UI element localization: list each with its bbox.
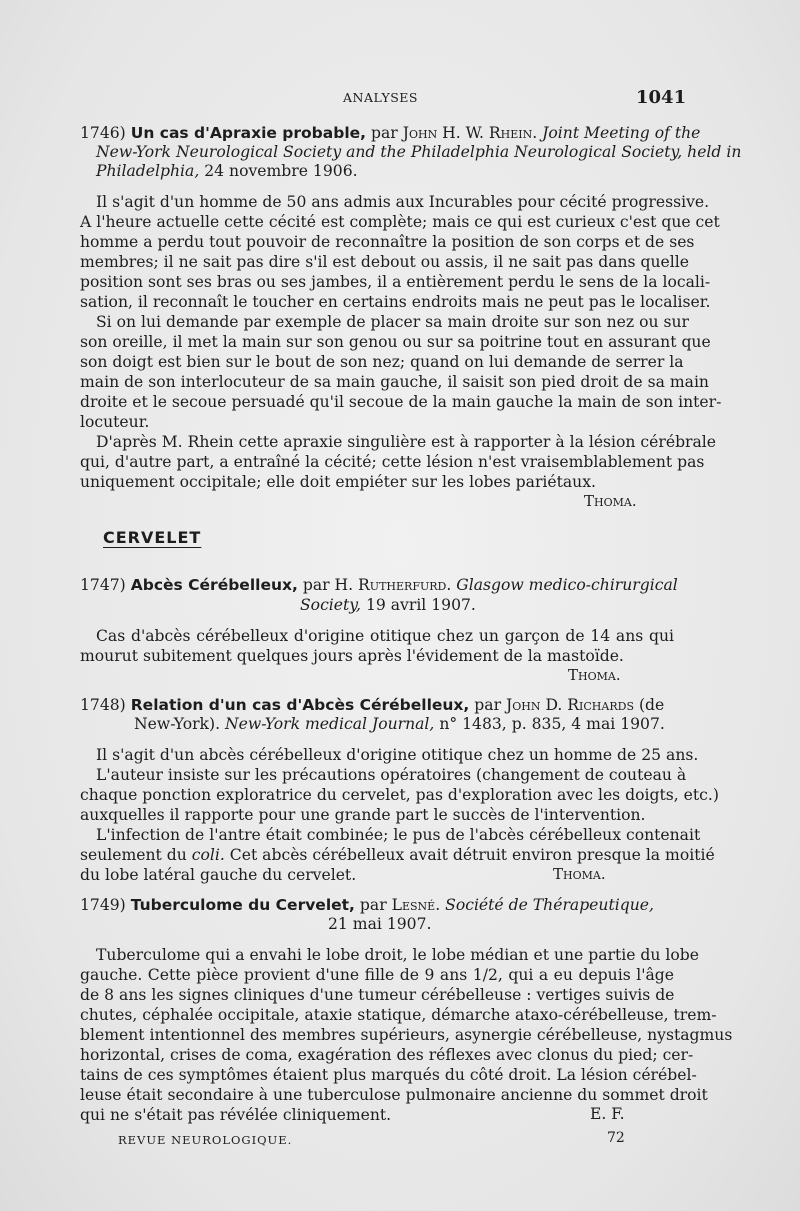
article-1746-heading: 1746) Un cas d'Apraxie probable, par John H. W. Rhein. Joint Meeting of the: [80, 124, 701, 142]
article-number: 1749): [80, 896, 126, 914]
article-author: Lesné.: [391, 896, 441, 914]
article-number: 1746): [80, 124, 126, 142]
paragraph-line: Il s'agit d'un homme de 50 ans admis aux Incurables pour cécité progressive.: [96, 193, 710, 211]
article-date: 19 avril 1907.: [365, 596, 476, 614]
paragraph-line: Tuberculome qui a envahi le lobe droit, le lobe médian et une partie du lobe: [96, 946, 699, 964]
paragraph-line: D'après M. Rhein cette apraxie singulière est à rapporter à la lésion cérébrale: [96, 433, 717, 451]
paragraph-line: tains de ces symptômes étaient plus marqués du côté droit. La lésion cérébel-: [80, 1066, 697, 1084]
journal-page: ANALYSES 1041 1746) Un cas d'Apraxie probable, par John H. W. Rhein. Joint Meeting of the New-York Neurological Society and the Philadelphia Neurological Society, held in Philadelphia, 24 novembre 1906. Il s'agit d'un homme de 50 ans admis aux Incurables pour cécité progressive. A l'heure actuelle cette cécité est complète; mais ce qui est curieux c'est que cet homme a perdu tout pouvoir de reconnaître la position de son corps et de ses membres; il ne sait pas dire s'il est debout ou assis, il ne sait pas dans quelle position sont ses bras ou ses jambes, il a entièrement perdu le sens de la locali- sation, il reconnaît le toucher en certains endroits mais ne peut pas le localiser. Si on lui demande par exemple de placer sa main droite sur son nez ou sur son oreille, il met la main sur son genou ou sur sa poitrine tout en assurant que son doigt est bien sur le bout de son nez; quand on lui demande de serrer la main de son interlocuteur de sa main gauche, il saisit son pied droit de sa main droite et le secoue persuadé qu'il secoue de la main gauche la main de son inter- locuteur. D'après M. Rhein cette apraxie singulière est à rapporter à la lésion cérébrale qui, d'autre part, a entraîné la cécité; cette lésion n'est vraisemblablement pas uniquement occipitale; elle doit empiéter sur les lobes pariétaux. Thoma. CERVELET 1747) Abcès Cérébelleux, par H. Rutherfurd. Glasgow medico-chirurgical Society, 19 avril 1907. Cas d'abcès cérébelleux d'origine otitique chez un garçon de 14 ans qui mourut subitement quelques jours après l'évidement de la mastoïde. Thoma. 1748) Relation d'un cas d'Abcès Cérébelleux, par John D. Richards (de New-York). New-York medical Journal, n° 1483, p. 835, 4 mai 1907. Il s'agit d'un abcès cérébelleux d'origine otitique chez un homme de 25 ans. L'auteur insiste sur les précautions opératoires (changement de couteau à chaque ponction exploratrice du cervelet, pas d'exploration avec les doigts, etc.) auxquelles il rapporte pour une grande part le succès de l'intervention. L'infection de l'antre était combinée; le pus de l'abcès cérébelleux contenait seulement du coli. Cet abcès cérébelleux avait détruit environ presque la moitié du lobe latéral gauche du cervelet. Thoma. 1749) Tuberculome du Cervelet, par Lesné. Société de Thérapeutique, 21 mai 1907. Tuberculome qui a envahi le lobe droit, le lobe médian et une partie du lobe gauche. Cette pièce provient d'une fille de 9 ans 1/2, qui a eu depuis l'âge de 8 ans les signes cliniques d'une tumeur cérébelleuse : vertiges suivis de chutes, céphalée occipitale, ataxie statique, démarche ataxo-cérébelleuse, trem- blement intentionnel des membres supérieurs, asynergie cérébelleuse, nystagmus horizontal, crises de coma, exagération des réflexes avec clonus du pied; cer- tains de ces symptômes étaient plus marqués du côté droit. La lésion cérébel- leuse était secondaire à une tuberculose pulmonaire ancienne du sommet droit qui ne s'était pas révélée cliniquement. E. F. REVUE NEUROLOGIQUE. 72: [0, 0, 800, 1211]
article-number: 1748): [80, 696, 126, 714]
article-source: Glasgow medico-chirurgical: [456, 576, 678, 594]
signature: Thoma.: [584, 492, 637, 510]
page-number: 1041: [636, 87, 687, 108]
paragraph-line: de 8 ans les signes cliniques d'une tumeur cérébelleuse : vertiges suivis de: [80, 986, 675, 1004]
article-source: New-York medical Journal,: [225, 715, 435, 733]
article-date: 24 novembre 1906.: [204, 162, 358, 180]
article-date: 21 mai 1907.: [328, 915, 432, 933]
article-number: 1747): [80, 576, 126, 594]
paragraph-line: L'infection de l'antre était combinée; le pus de l'abcès cérébelleux contenait: [96, 826, 701, 844]
footer-journal: REVUE NEUROLOGIQUE.: [118, 1133, 293, 1147]
article-source: Société de Thérapeutique,: [445, 896, 654, 914]
section-title: CERVELET: [103, 528, 202, 547]
paragraph-line: L'auteur insiste sur les précautions opératoires (changement de couteau à: [96, 766, 687, 784]
signature: Thoma.: [553, 865, 606, 883]
paragraph-line: chaque ponction exploratrice du cervelet, pas d'exploration avec les doigts, etc.): [80, 786, 719, 804]
paragraph-line: leuse était secondaire à une tuberculose pulmonaire ancienne du sommet droit: [80, 1086, 708, 1104]
article-title: Relation d'un cas d'Abcès Cérébelleux,: [130, 696, 470, 714]
article-1749-heading: 1749) Tuberculome du Cervelet, par Lesné. Société de Thérapeutique,: [80, 896, 654, 914]
article-source: Joint Meeting of the: [542, 124, 701, 142]
paragraph-line: Cas d'abcès cérébelleux d'origine otitique chez un garçon de 14 ans qui: [96, 627, 674, 645]
signature: Thoma.: [568, 666, 621, 684]
paragraph-line: droite et le secoue persuadé qu'il secoue de la main gauche la main de son inter-: [80, 393, 722, 411]
article-title: Un cas d'Apraxie probable,: [130, 124, 367, 142]
paragraph-line: main de son interlocuteur de sa main gauche, il saisit son pied droit de sa main: [80, 373, 709, 391]
article-title: Abcès Cérébelleux,: [130, 576, 298, 594]
paragraph-line: son oreille, il met la main sur son genou ou sur sa poitrine tout en assurant que: [80, 333, 711, 351]
article-author: John H. W. Rhein.: [402, 124, 538, 142]
paragraph-line: locuteur.: [80, 413, 150, 431]
paragraph-line: uniquement occipitale; elle doit empiéter sur les lobes pariétaux.: [80, 473, 596, 491]
paragraph-line: Si on lui demande par exemple de placer sa main droite sur son nez ou sur: [96, 313, 689, 331]
paragraph-line: qui ne s'était pas révélée cliniquement.: [80, 1106, 392, 1124]
paragraph-line: qui, d'autre part, a entraîné la cécité; cette lésion n'est vraisemblablement pas: [80, 453, 705, 471]
article-date: n° 1483, p. 835, 4 mai 1907.: [439, 715, 665, 733]
paragraph-line: position sont ses bras ou ses jambes, il a entièrement perdu le sens de la locali-: [80, 273, 711, 291]
article-author: John D. Richards: [506, 696, 634, 714]
running-header: ANALYSES: [343, 90, 418, 105]
paragraph-line: Il s'agit d'un abcès cérébelleux d'origine otitique chez un homme de 25 ans.: [96, 746, 699, 764]
paragraph-line: A l'heure actuelle cette cécité est complète; mais ce qui est curieux c'est que cet: [80, 213, 720, 231]
article-1748-heading: 1748) Relation d'un cas d'Abcès Cérébelleux, par John D. Richards (de: [80, 696, 665, 714]
signature: E. F.: [590, 1105, 625, 1123]
paragraph-line: blement intentionnel des membres supérieurs, asynergie cérébelleuse, nystagmus: [80, 1026, 733, 1044]
sheet-number: 72: [607, 1130, 625, 1146]
paragraph-line: horizontal, crises de coma, exagération des réflexes avec clonus du pied; cer-: [80, 1046, 694, 1064]
article-author: H. Rutherfurd.: [334, 576, 452, 594]
paragraph-line: son doigt est bien sur le bout de son nez; quand on lui demande de serrer la: [80, 353, 684, 371]
paragraph-line: seulement du coli. Cet abcès cérébelleux avait détruit environ presque la moitié: [80, 846, 715, 864]
paragraph-line: chutes, céphalée occipitale, ataxie statique, démarche ataxo-cérébelleuse, trem-: [80, 1006, 717, 1024]
article-title: Tuberculome du Cervelet,: [130, 896, 355, 914]
paragraph-line: homme a perdu tout pouvoir de reconnaître la position de son corps et de ses: [80, 233, 695, 251]
paragraph-line: mourut subitement quelques jours après l'évidement de la mastoïde.: [80, 647, 624, 665]
paragraph-line: du lobe latéral gauche du cervelet.: [80, 866, 357, 884]
paragraph-line: membres; il ne sait pas dire s'il est debout ou assis, il ne sait pas dans quelle: [80, 253, 689, 271]
article-1747-heading: 1747) Abcès Cérébelleux, par H. Rutherfurd. Glasgow medico-chirurgical: [80, 576, 678, 594]
paragraph-line: sation, il reconnaît le toucher en certains endroits mais ne peut pas le localiser.: [80, 293, 711, 311]
paragraph-line: auxquelles il rapporte pour une grande part le succès de l'intervention.: [80, 806, 646, 824]
paragraph-line: gauche. Cette pièce provient d'une fille de 9 ans 1/2, qui a eu depuis l'âge: [80, 966, 674, 984]
